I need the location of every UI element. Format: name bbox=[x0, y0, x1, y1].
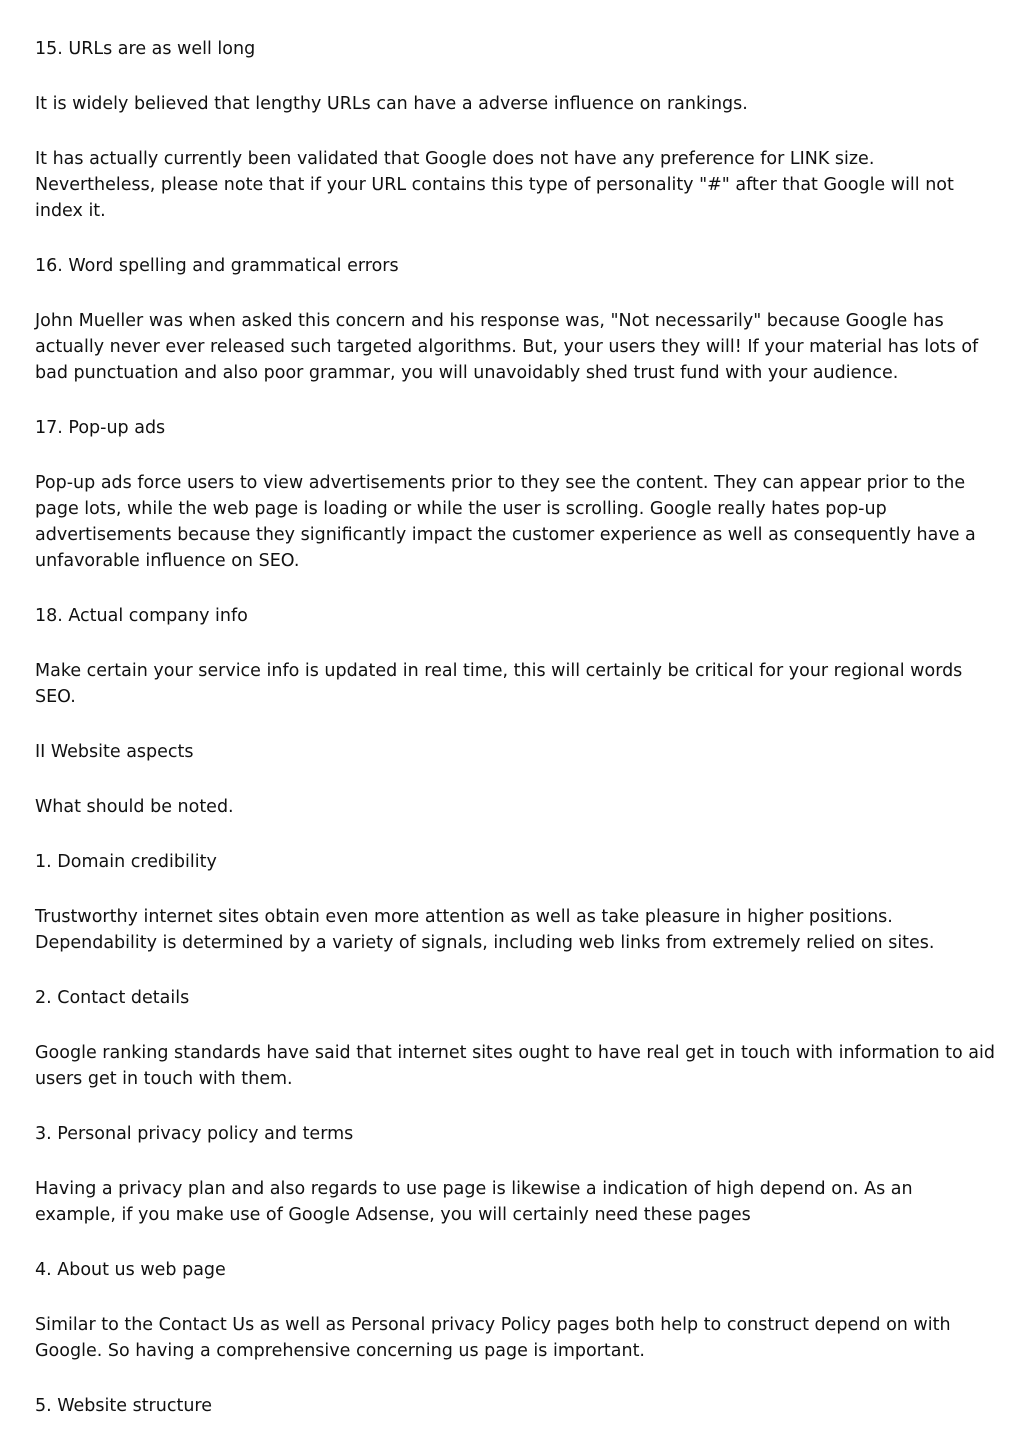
heading-urls-too-long: 15. URLs are as well long bbox=[35, 39, 256, 59]
heading-website-aspects: II Website aspects bbox=[35, 742, 194, 762]
paragraph-urls-belief: It is widely believed that lengthy URLs can have a adverse influence on rankings. bbox=[35, 94, 748, 114]
paragraph-company-info: Make certain your service info is updated in real time, this will certainly be critical for your regional words SEO. bbox=[35, 661, 963, 707]
heading-domain-credibility: 1. Domain credibility bbox=[35, 852, 217, 872]
paragraph-john-mueller: John Mueller was when asked this concern and his response was, "Not necessarily" because Google has actually never ever released such targeted algorithms. But, your users they will! If your material has lots of bad punctuation and also poor grammar, you will unavoidably shed trust fund with your audience. bbox=[35, 311, 979, 383]
heading-website-structure: 5. Website structure bbox=[35, 1396, 212, 1416]
paragraph-popup-ads: Pop-up ads force users to view advertisements prior to they see the content. They can appear prior to the page lots, while the web page is loading or while the user is scrolling. Google really hates pop-up advertisements because they significantly impact the customer experience as well as consequently have a unfavorable influence on SEO. bbox=[35, 473, 976, 571]
paragraph-privacy-policy: Having a privacy plan and also regards to use page is likewise a indication of high depend on. As an example, if you make use of Google Adsense, you will certainly need these pages bbox=[35, 1179, 913, 1225]
heading-about-us: 4. About us web page bbox=[35, 1260, 226, 1280]
paragraph-what-noted: What should be noted. bbox=[35, 797, 234, 817]
paragraph-domain-credibility: Trustworthy internet sites obtain even more attention as well as take pleasure in higher positions. Dependability is determined by a variety of signals, including web links from extremely relied on sites. bbox=[35, 907, 935, 953]
document-body bbox=[35, 36, 995, 1448]
heading-spelling-errors: 16. Word spelling and grammatical errors bbox=[35, 256, 399, 276]
paragraph-about-us: Similar to the Contact Us as well as Personal privacy Policy pages both help to construct depend on with Google. So having a comprehensive concerning us page is important. bbox=[35, 1315, 951, 1361]
paragraph-urls-validated: It has actually currently been validated that Google does not have any preference for LINK size. Nevertheless, please note that if your URL contains this type of personality "#" after that Google will not index it. bbox=[35, 149, 954, 221]
heading-privacy-policy: 3. Personal privacy policy and terms bbox=[35, 1124, 354, 1144]
paragraph-contact-details: Google ranking standards have said that internet sites ought to have real get in touch with information to aid users get in touch with them. bbox=[35, 1043, 995, 1089]
heading-contact-details: 2. Contact details bbox=[35, 988, 190, 1008]
heading-popup-ads: 17. Pop-up ads bbox=[35, 418, 166, 438]
heading-company-info: 18. Actual company info bbox=[35, 606, 248, 626]
